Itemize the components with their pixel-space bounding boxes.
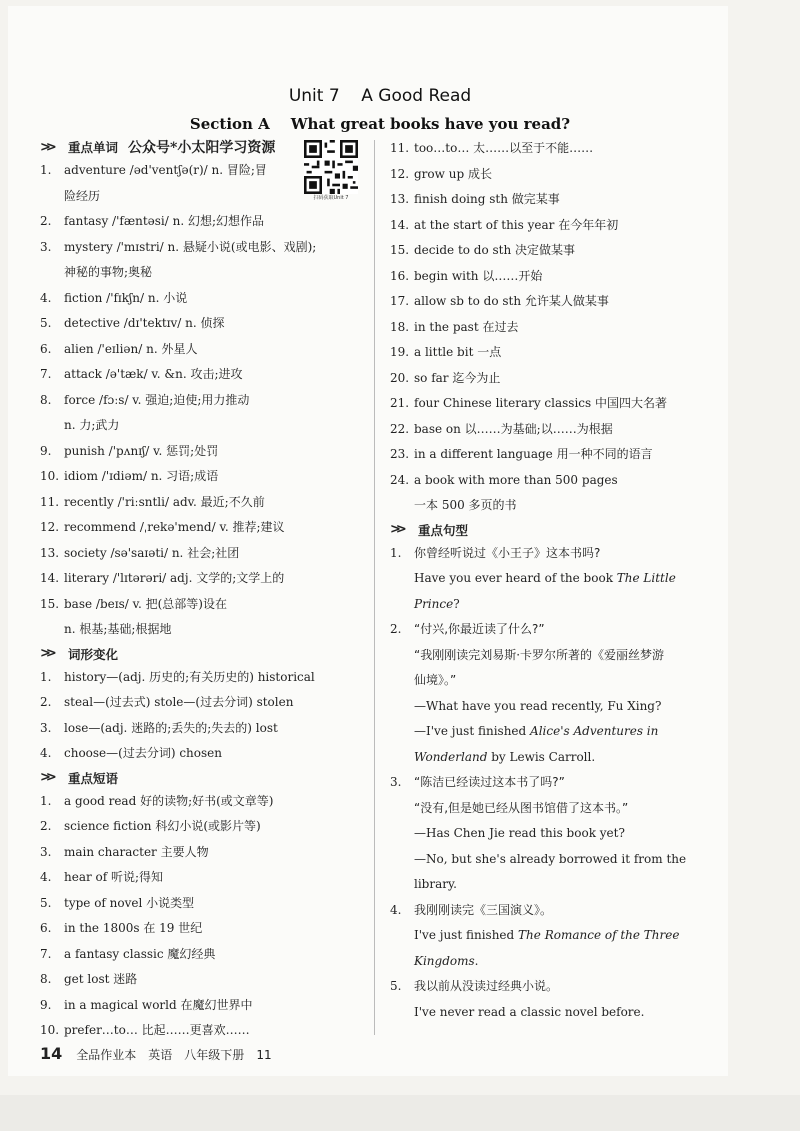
item-number: 16. — [390, 268, 410, 283]
phrase-entry — [40, 942, 370, 968]
item-number: 13. — [40, 545, 60, 560]
sentence-item: 2. “付兴,你最近读了什么?” — [390, 622, 545, 636]
phrase-entry — [390, 238, 720, 264]
item-continuation: 神秘的事物;奥秘 — [64, 265, 153, 279]
item-text: lose—(adj. 迷路的;丢失的;失去的) lost — [64, 720, 278, 735]
sentence-en: Wonderland by Lewis Carroll. — [414, 749, 596, 764]
item-number: 3. — [40, 844, 52, 859]
item-number: 4. — [40, 290, 52, 305]
section-title: Section A What great books have you read? — [189, 115, 571, 133]
phrase-entry — [390, 366, 720, 392]
word-list — [40, 158, 370, 643]
item-number: 13. — [390, 192, 410, 206]
sentence-en: Prince? — [414, 596, 460, 611]
sentence-en: I've never read a classic novel before. — [414, 1004, 645, 1019]
item-number: 15. — [40, 596, 60, 611]
sentence-en: I've just finished The Romance of the Three — [414, 928, 680, 942]
double-chevron-icon: >> — [40, 770, 52, 785]
sentence-zh: “没有,但是她已经从图书馆借了这本书。” — [414, 800, 629, 815]
word-entry — [40, 311, 370, 337]
item-number: 14. — [390, 217, 410, 232]
item-text: a little bit 一点 — [414, 345, 502, 359]
item-text: type of novel 小说类型 — [64, 895, 195, 910]
item-number: 6. — [40, 341, 52, 356]
phrase-entry — [390, 264, 720, 290]
item-text: adventure /əd'ventʃə(r)/ n. 冒险;冒 — [64, 163, 267, 177]
word-form-entry — [40, 741, 370, 767]
item-text: at the start of this year 在今年年初 — [414, 217, 619, 232]
phrase-entry — [390, 391, 720, 417]
qr-caption: 扫码获取Unit 7 — [313, 195, 349, 201]
column-divider — [374, 140, 375, 1035]
phrase-entry — [390, 442, 720, 468]
item-text: in a magical world 在魔幻世界中 — [64, 997, 253, 1012]
item-number: 9. — [40, 443, 52, 458]
words-heading: >> 重点单词 公众号*小太阳学习资源 — [40, 136, 370, 158]
item-text: literary /'lɪtərəri/ adj. 文学的;文学上的 — [64, 571, 285, 585]
item-number: 11. — [390, 141, 410, 155]
word-entry — [40, 464, 370, 490]
item-number: 12. — [40, 520, 60, 534]
item-number: 18. — [390, 319, 410, 334]
item-number: 10. — [40, 1023, 60, 1037]
item-text: grow up 成长 — [414, 166, 492, 181]
item-number: 7. — [40, 946, 52, 961]
word-entry — [40, 541, 370, 567]
item-text: steal—(过去式) stole—(过去分词) stolen — [64, 695, 294, 709]
item-text: base /beɪs/ v. 把(总部等)设在 — [64, 596, 227, 611]
phrase-entry — [390, 289, 720, 315]
item-text: mystery /'mɪstri/ n. 悬疑小说(或电影、戏剧); — [64, 239, 317, 254]
sentence-item: 3. “陈洁已经读过这本书了吗?” — [390, 775, 565, 789]
item-text: detective /dɪ'tektɪv/ n. 侦探 — [64, 316, 225, 330]
book-name: 全品作业本 — [76, 1048, 137, 1062]
sentence-zh: 仙境》。” — [414, 673, 457, 687]
item-text: base on 以……为基础;以……为根据 — [414, 421, 613, 436]
item-number: 15. — [390, 243, 410, 257]
word-form-entry — [40, 690, 370, 716]
item-text: decide to do sth 决定做某事 — [414, 243, 576, 257]
watermark-text: 公众号*小太阳学习资源 — [128, 140, 276, 156]
double-chevron-icon: >> — [40, 646, 52, 661]
item-number: 11. — [40, 494, 60, 509]
phrase-entry — [40, 1018, 370, 1044]
item-number: 21. — [390, 396, 410, 410]
item-text: fiction /'fɪkʃn/ n. 小说 — [64, 290, 188, 305]
item-text: four Chinese literary classics 中国四大名著 — [414, 396, 667, 410]
word-entry — [40, 362, 370, 388]
item-text: too…to… 太……以至于不能…… — [414, 141, 594, 155]
item-number: 5. — [40, 895, 52, 910]
item-text: so far 迄今为止 — [414, 370, 501, 385]
sentence-en: Have you ever heard of the book The Little — [414, 571, 676, 585]
word-entry — [40, 209, 370, 235]
phrase-entry — [40, 993, 370, 1019]
phrase-entry — [40, 840, 370, 866]
item-number: 4. — [40, 870, 52, 884]
item-text: idiom /'ɪdiəm/ n. 习语;成语 — [64, 469, 219, 483]
item-continuation: n. 力;武力 — [64, 418, 120, 432]
item-text: alien /'eɪliən/ n. 外星人 — [64, 341, 198, 356]
sentence-en: Kingdoms. — [414, 953, 479, 968]
item-text: begin with 以……开始 — [414, 268, 543, 283]
item-number: 1. — [40, 793, 52, 808]
item-text: attack /ə'tæk/ v. &n. 攻击;进攻 — [64, 367, 243, 381]
item-text: science fiction 科幻小说(或影片等) — [64, 819, 261, 833]
item-number: 3. — [40, 239, 52, 254]
item-number: 10. — [40, 469, 60, 483]
item-continuation: 险经历 — [64, 188, 101, 203]
word-entry — [40, 158, 370, 184]
item-number: 3. — [40, 720, 52, 735]
item-number: 9. — [40, 997, 52, 1012]
word-entry — [40, 388, 370, 414]
bottom-margin — [0, 1095, 800, 1131]
phrase-entry — [390, 187, 720, 213]
grade-name: 八年级下册 — [184, 1048, 245, 1062]
item-text: finish doing sth 做完某事 — [414, 192, 560, 206]
sentence-item: 5. 我以前从没读过经典小说。 — [390, 979, 559, 993]
double-chevron-icon: >> — [40, 139, 52, 155]
item-number: 5. — [40, 316, 52, 330]
sentence-en: —Has Chen Jie read this book yet? — [414, 826, 625, 840]
phrases-heading: >> 重点短语 — [40, 770, 119, 786]
item-text: recommend /ˌrekə'mend/ v. 推荐;建议 — [64, 520, 285, 534]
item-text: a book with more than 500 pages — [414, 472, 618, 487]
item-number: 23. — [390, 447, 410, 461]
sentence-en: library. — [414, 877, 457, 891]
item-number: 24. — [390, 472, 410, 487]
item-number: 1. — [40, 163, 52, 177]
item-text: in a different language 用一种不同的语言 — [414, 447, 653, 461]
phrase-entry — [40, 814, 370, 840]
item-number: 1. — [40, 669, 52, 684]
subject-name: 英语 — [148, 1048, 173, 1062]
forms-heading: >> 词形变化 — [40, 646, 119, 662]
item-number: 2. — [40, 819, 52, 833]
sentence-en: —What have you read recently, Fu Xing? — [414, 698, 662, 713]
item-number: 2. — [40, 695, 52, 709]
sentence-item: 1. 你曾经听说过《小王子》这本书吗? — [390, 545, 601, 560]
item-text: recently /'riːsntli/ adv. 最近;不久前 — [64, 494, 265, 509]
item-text: a fantasy classic 魔幻经典 — [64, 946, 216, 961]
item-text: force /fɔːs/ v. 强迫;迫使;用力推动 — [64, 392, 250, 407]
item-text: fantasy /'fæntəsi/ n. 幻想;幻想作品 — [64, 214, 265, 228]
phrase-list-left — [40, 789, 370, 1044]
item-text: society /sə'saɪəti/ n. 社会;社团 — [64, 545, 240, 560]
phrase-entry — [40, 891, 370, 917]
word-entry — [40, 515, 370, 541]
page-code: 11 — [256, 1048, 272, 1062]
phrase-entry — [390, 340, 720, 366]
word-entry — [40, 490, 370, 516]
item-number: 14. — [40, 571, 60, 585]
sentence-en: —No, but she's already borrowed it from the — [414, 851, 687, 866]
item-text: hear of 听说;得知 — [64, 870, 164, 884]
page-footer — [40, 1044, 272, 1063]
item-text: in the past 在过去 — [414, 319, 519, 334]
word-form-entry — [40, 716, 370, 742]
word-entry — [40, 566, 370, 592]
item-number: 20. — [390, 370, 410, 385]
sentence-en: —I've just finished Alice's Adventures in — [414, 724, 659, 738]
phrase-entry — [390, 136, 720, 162]
item-number: 19. — [390, 345, 410, 359]
phrase-entry — [40, 865, 370, 891]
word-entry — [40, 286, 370, 312]
item-text: in the 1800s 在 19 世纪 — [64, 921, 203, 935]
left-column — [40, 136, 370, 1044]
phrase-entry — [390, 468, 720, 494]
word-entry — [40, 337, 370, 363]
phrase-entry — [390, 417, 720, 443]
phrase-list-right — [390, 136, 720, 519]
item-text: a good read 好的读物;好书(或文章等) — [64, 793, 274, 808]
unit-title: Unit 7 A Good Read — [288, 86, 472, 106]
sentences-heading: >> 重点句型 — [390, 522, 469, 538]
right-column — [390, 136, 720, 1025]
sentence-zh: “我刚刚读完刘易斯·卡罗尔所著的《爱丽丝梦游 — [414, 647, 665, 662]
phrase-entry — [40, 967, 370, 993]
item-text: prefer…to… 比起……更喜欢…… — [64, 1023, 250, 1037]
item-text: history—(adj. 历史的;有关历史的) historical — [64, 669, 315, 684]
phrase-entry — [40, 789, 370, 815]
word-form-entry — [40, 665, 370, 691]
sentence-item: 4. 我刚刚读完《三国演义》。 — [390, 902, 553, 917]
item-continuation: 一本 500 多页的书 — [414, 498, 517, 512]
phrase-entry — [390, 213, 720, 239]
item-continuation: n. 根基;基础;根据地 — [64, 622, 172, 636]
item-number: 4. — [40, 746, 52, 760]
item-number: 17. — [390, 294, 410, 308]
item-number: 8. — [40, 972, 52, 986]
item-number: 6. — [40, 921, 52, 935]
item-number: 8. — [40, 392, 52, 407]
item-text: get lost 迷路 — [64, 972, 138, 986]
phrase-entry — [390, 162, 720, 188]
page-number: 14 — [40, 1044, 63, 1063]
word-entry — [40, 235, 370, 261]
item-number: 7. — [40, 367, 52, 381]
item-number: 12. — [390, 166, 410, 181]
item-text: choose—(过去分词) chosen — [64, 746, 222, 760]
word-forms-list — [40, 665, 370, 767]
double-chevron-icon: >> — [390, 522, 402, 537]
phrase-entry — [390, 315, 720, 341]
item-text: main character 主要人物 — [64, 844, 209, 859]
item-number: 22. — [390, 421, 410, 436]
word-entry — [40, 439, 370, 465]
phrase-entry — [40, 916, 370, 942]
item-text: allow sb to do sth 允许某人做某事 — [414, 294, 609, 308]
item-text: punish /'pʌnɪʃ/ v. 惩罚;处罚 — [64, 443, 219, 458]
item-number: 2. — [40, 214, 52, 228]
word-entry — [40, 592, 370, 618]
